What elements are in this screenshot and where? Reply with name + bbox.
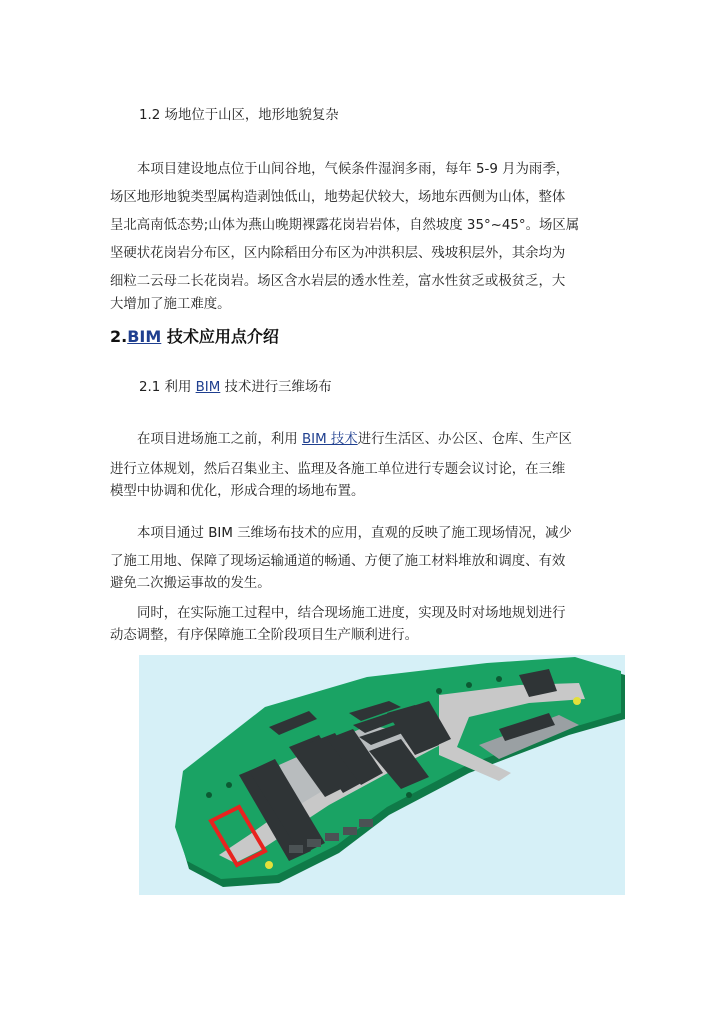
paragraph-planning	[110, 426, 615, 506]
heading-2-number: 2.	[110, 327, 128, 346]
text-line: 动态调整，有序保障施工全阶段项目生产顺利进行。	[110, 628, 418, 643]
heading-1-2: 1.2 场地位于山区，地形地貌复杂	[139, 108, 339, 123]
text-line: 同时，在实际施工过程中，结合现场施工进度，实现及时对场地规划进行	[137, 606, 566, 621]
text-line: 细粒二云母二长花岗岩。场区含水岩层的透水性差，富水性贫乏或极贫乏，大	[110, 274, 566, 289]
heading-2	[110, 326, 279, 348]
paragraph-benefits	[110, 520, 615, 598]
text-line	[110, 426, 615, 454]
text-line: 模型中协调和优化，形成合理的场地布置。	[110, 484, 365, 499]
text-line: 场区地形地貌类型属构造剥蚀低山，地势起伏较大，场地东西侧为山体，整体	[110, 190, 566, 205]
text-line: 了施工用地、保障了现场运输通道的畅通、方便了施工材料堆放和调度、有效	[110, 554, 566, 569]
text-line: 避免二次搬运事故的发生。	[110, 576, 271, 591]
paragraph-site	[110, 156, 615, 319]
bim-link[interactable]: BIM	[127, 327, 162, 346]
bim-link-2[interactable]: BIM	[195, 380, 221, 395]
heading-2-text: 技术应用点介绍	[161, 327, 279, 346]
text-line: 进行立体规划，然后召集业主、监理及各施工单位进行专题会议讨论，在三维	[110, 462, 566, 477]
text-line: 大增加了施工难度。	[110, 297, 231, 312]
text-segment: 进行生活区、办公区、仓库、生产区	[357, 432, 572, 447]
heading-2-1-suffix: 技术进行三维场布	[220, 380, 332, 395]
text-line: 呈北高南低态势;山体为燕山晚期裸露花岗岩岩体，自然坡度 35°~45°。场区属	[110, 218, 580, 233]
site-layout-figure	[139, 655, 625, 895]
site-layout-illustration	[139, 655, 625, 895]
bim-tech-link[interactable]: BIM 技术	[301, 432, 358, 447]
paragraph-dynamic	[110, 600, 615, 650]
heading-2-1	[139, 378, 332, 398]
text-line: 坚硬状花岗岩分布区，区内除稻田分布区为冲洪积层、残坡积层外，其余均为	[110, 246, 566, 261]
heading-2-1-prefix: 2.1 利用	[139, 380, 196, 395]
text-segment: 在项目进场施工之前，利用	[137, 432, 302, 447]
text-line: 本项目通过 BIM 三维场布技术的应用，直观的反映了施工现场情况，减少	[137, 526, 572, 541]
text-line: 本项目建设地点位于山间谷地，气候条件湿润多雨，每年 5-9 月为雨季，	[137, 162, 570, 177]
